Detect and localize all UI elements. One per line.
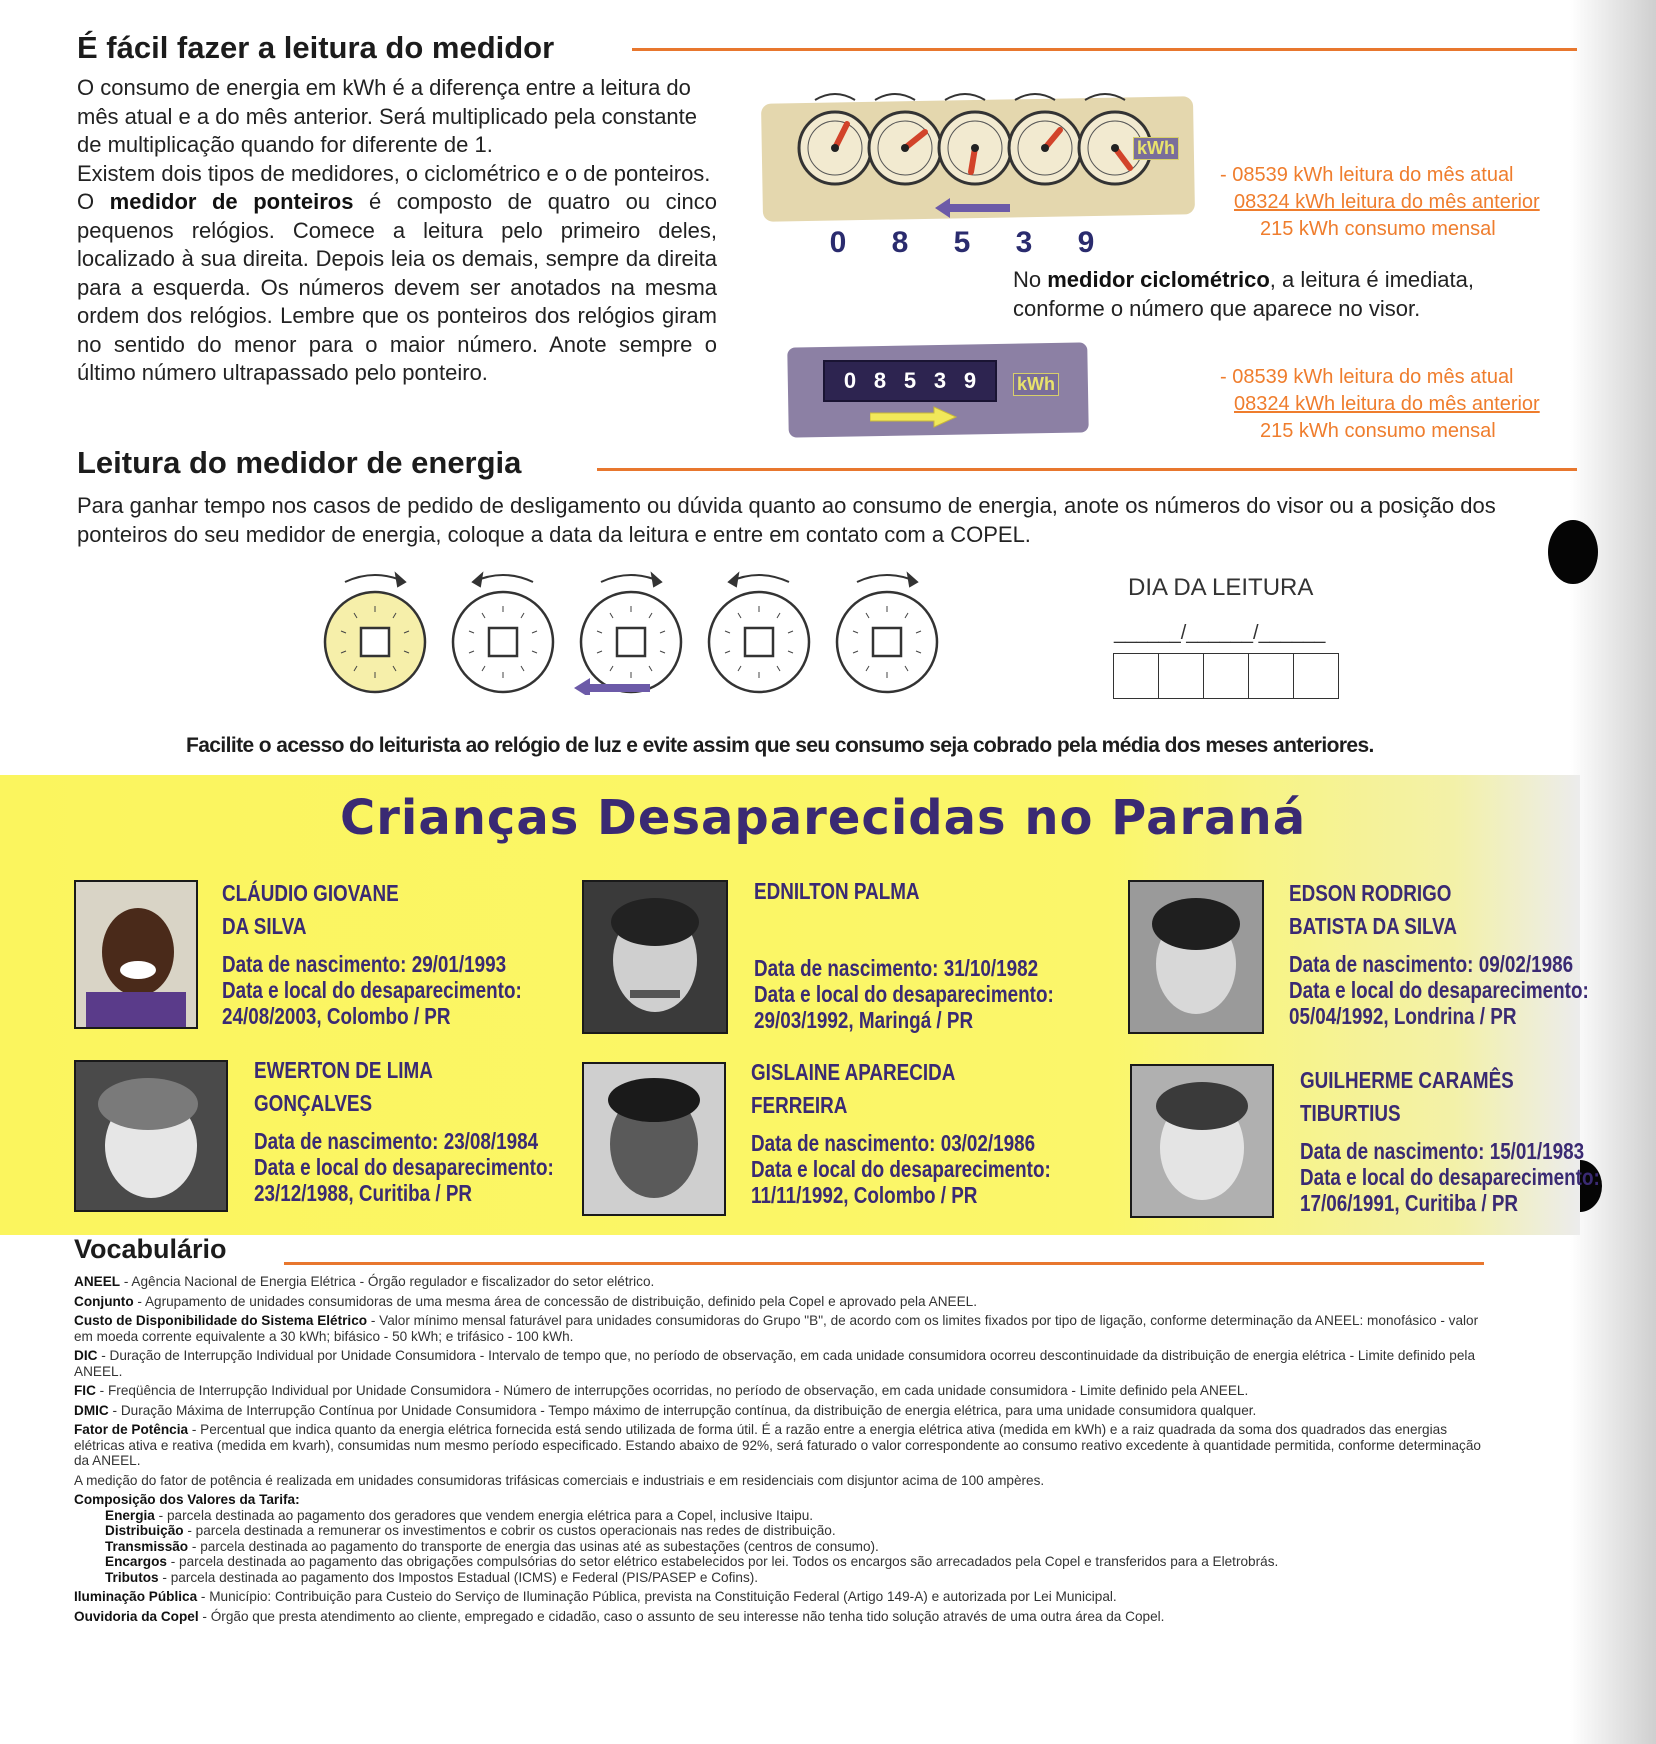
vocab-def: - Duração Máxima de Interrupção Contínua por Unidade Consumidora - Tempo máximo de interrupção contínua, da distribuição de energia elétrica, para uma unidade consumidora qualquer. — [108, 1402, 1257, 1418]
title-rule — [597, 468, 1577, 471]
missing-label: Data e local do desaparecimento: — [222, 977, 522, 1003]
missing-date-place: 23/12/1988, Curitiba / PR — [254, 1180, 473, 1206]
kwh-label: kWh — [1133, 137, 1179, 160]
digit: 0 — [843, 368, 857, 393]
tariff-entry — [74, 1508, 1494, 1524]
vocab-term: Conjunto — [74, 1293, 134, 1309]
reading-date-label: DIA DA LEITURA — [1128, 574, 1314, 601]
cyclo-bold: medidor ciclométrico — [1047, 267, 1270, 292]
punch-hole — [1548, 520, 1598, 584]
child-info-6 — [1300, 1064, 1656, 1216]
child-name: GISLAINE APARECIDA — [751, 1059, 956, 1085]
intro-text: O consumo de energia em kWh é a diferença entre a leitura do mês atual e a do mês anterior. Será multiplicado pela constante de multiplicação quando for diferente de 1. — [77, 75, 698, 157]
digit: 3 — [1015, 226, 1033, 259]
tariff-def: - parcela destinada ao pagamento do transporte de energia das usinas até as subestações (centros de consumo). — [188, 1538, 879, 1554]
blank-dials — [310, 560, 970, 695]
pointer-bold: medidor de ponteiros — [109, 189, 354, 214]
reading-date-line: ______/______/______ — [1114, 622, 1326, 644]
vocab-entry — [74, 1422, 1494, 1469]
vocabulary-list — [74, 1274, 1494, 1624]
digit-box[interactable] — [1204, 654, 1249, 698]
birth-line — [222, 951, 522, 977]
child-info-1 — [222, 877, 588, 1029]
vocab-entry — [74, 1348, 1494, 1379]
vocab-term: Iluminação Pública — [74, 1589, 198, 1604]
child-photo — [1130, 1064, 1274, 1218]
birth-date: 31/10/1982 — [943, 955, 1039, 981]
digit-box[interactable] — [1114, 654, 1159, 698]
pointer-reading-digits — [807, 226, 1117, 260]
calc-previous: 08324 kWh leitura do mês anterior — [1234, 393, 1540, 415]
child-name: CLÁUDIO GIOVANE — [222, 880, 399, 906]
digit: 8 — [891, 226, 909, 259]
child-info-2 — [754, 875, 1120, 1033]
birth-line — [1289, 951, 1589, 977]
birth-label: Data de nascimento: — [1300, 1138, 1485, 1164]
tariff-entry — [74, 1539, 1494, 1555]
calc-current: 08539 kWh leitura do mês atual — [1232, 366, 1514, 388]
tariff-entry — [74, 1523, 1494, 1539]
tariff-title-text: Composição dos Valores da Tarifa: — [74, 1492, 300, 1507]
reading-instructions: Para ganhar tempo nos casos de pedido de desligamento ou dúvida quanto ao consumo de energia, anote os números do visor ou a posição dos ponteiros do seu medidor de energia, coloque a data da leitura e entre em contato com a COPEL. — [77, 493, 1496, 547]
tariff-term: Tributos — [105, 1569, 159, 1585]
vocab-term: Ouvidoria da Copel — [74, 1608, 199, 1624]
child-info-3 — [1289, 877, 1655, 1029]
page-edge — [1570, 0, 1656, 1744]
child-portrait-icon — [1130, 882, 1262, 1032]
tariff-def: - parcela destinada ao pagamento dos geradores que vendem energia elétrica para a Copel, inclusive Itaipu. — [154, 1507, 814, 1523]
vocab-entry — [74, 1403, 1494, 1419]
birth-label: Data de nascimento: — [1289, 951, 1474, 977]
missing-label: Data e local do desaparecimento: — [1300, 1164, 1600, 1190]
title-rule — [632, 48, 1577, 51]
missing-date-place: 05/04/1992, Londrina / PR — [1289, 1003, 1517, 1029]
birth-date: 29/01/1993 — [411, 951, 507, 977]
tariff-term: Transmissão — [105, 1538, 189, 1554]
vocab-term: DMIC — [74, 1402, 109, 1418]
vocab-entry — [74, 1294, 1494, 1310]
child-photo — [582, 1062, 726, 1216]
vocab-def: - Valor mínimo mensal faturável para unidades consumidoras do Grupo "B", de acordo com os limites fixados por tipo de ligação, conforme determinação da ANEEL: monofásico - valor em moeda corrente equivalente a 30 kWh; bifásico - 50 kWh; e trifásico - 100 kWh. — [74, 1313, 1479, 1344]
child-name: GONÇALVES — [254, 1090, 373, 1116]
vocab-def: - Órgão que presta atendimento ao cliente, empregado e cidadão, caso o assunto de seu interesse não tenha tido solução através de uma outra área da Copel. — [198, 1608, 1165, 1624]
tariff-def: - parcela destinada ao pagamento dos Impostos Estadual (ICMS) e Federal (PIS/PASEP e Cofins). — [158, 1569, 759, 1585]
child-photo — [582, 880, 728, 1034]
cyclometric-display — [823, 360, 997, 402]
vocab-def: - Freqüência de Interrupção Individual por Unidade Consumidora - Número de interrupções ocorridas, no período de observação, em cada unidade consumidora - Limite definido pela ANEEL. — [95, 1383, 1249, 1398]
missing-date-place: 11/11/1992, Colombo / PR — [751, 1182, 978, 1208]
vocab-def: - Agência Nacional de Energia Elétrica - Órgão regulador e fiscalizador do setor elétrico. — [120, 1274, 655, 1289]
reading-section-title: Leitura do medidor de energia — [77, 445, 522, 480]
child-name: TIBURTIUS — [1300, 1100, 1401, 1126]
vocab-term: Custo de Disponibilidade do Sistema Elétrico — [74, 1313, 368, 1328]
child-name — [754, 908, 1054, 941]
child-info-5 — [751, 1056, 1117, 1208]
cyclo-body: , a leitura é imediata, conforme o número que aparece no visor. — [1013, 267, 1474, 321]
digit: 5 — [903, 368, 917, 393]
tariff-entry — [74, 1570, 1494, 1586]
child-photo — [1128, 880, 1264, 1034]
child-name: GUILHERME CARAMÊS — [1300, 1067, 1514, 1093]
birth-date: 23/08/1984 — [443, 1128, 539, 1154]
access-notice: Facilite o acesso do leiturista ao relógio de luz e evite assim que seu consumo seja cobrado pela média dos meses anteriores. — [186, 734, 1374, 757]
pointer-body: é composto de quatro ou cinco pequenos relógios. Comece a leitura pelo primeiro deles, localizado à sua direita. Depois leia os demais, sempre da direita para a esquerda. Os números devem ser anotados na mesma ordem dos relógios. Lembre que os ponteiros dos relógios giram no sentido do menor para o maior número. Anote sempre o último número ultrapassado pelo ponteiro. — [77, 189, 717, 385]
child-info-4 — [254, 1054, 620, 1206]
child-portrait-icon — [76, 882, 196, 1027]
child-name: BATISTA DA SILVA — [1289, 913, 1457, 939]
tariff-term: Distribuição — [105, 1523, 184, 1538]
vocab-entry — [74, 1313, 1494, 1344]
digit: 5 — [953, 226, 971, 259]
missing-date-place: 17/06/1991, Curitiba / PR — [1300, 1190, 1519, 1216]
calc-previous: 08324 kWh leitura do mês anterior — [1234, 191, 1540, 213]
vocab-entry — [74, 1589, 1494, 1605]
missing-label: Data e local do desaparecimento: — [1289, 977, 1589, 1003]
child-portrait-icon — [76, 1062, 226, 1210]
minus-sign: - — [1220, 366, 1227, 388]
calc-current: 08539 kWh leitura do mês atual — [1232, 164, 1514, 186]
title-rule — [284, 1262, 1484, 1265]
tariff-title — [74, 1492, 1494, 1508]
calc-block-pointer — [1220, 162, 1540, 243]
vocab-def: - Município: Contribuição para Custeio do Serviço de Iluminação Pública, prevista na Constituição Federal (Artigo 149-A) e autorizada por Lei Municipal. — [197, 1589, 1117, 1604]
minus-sign: - — [1220, 164, 1227, 186]
reading-digit-boxes[interactable] — [1113, 653, 1339, 699]
digit: 0 — [829, 226, 847, 259]
digit-box[interactable] — [1159, 654, 1204, 698]
vocab-term: ANEEL — [74, 1274, 121, 1289]
birth-label: Data de nascimento: — [254, 1128, 439, 1154]
vocabulary-title: Vocabulário — [74, 1234, 227, 1264]
vocab-entry — [74, 1274, 1494, 1290]
digit: 9 — [963, 368, 977, 393]
birth-line — [754, 955, 1054, 981]
birth-date: 09/02/1986 — [1478, 951, 1574, 977]
vocab-term: DIC — [74, 1348, 98, 1363]
birth-label: Data de nascimento: — [754, 955, 939, 981]
arrow-right-icon — [870, 405, 960, 429]
missing-label: Data e local do desaparecimento: — [254, 1154, 554, 1180]
child-name: FERREIRA — [751, 1092, 848, 1118]
vocab-entry — [74, 1383, 1494, 1399]
digit: 8 — [873, 368, 887, 393]
tariff-term: Encargos — [105, 1554, 167, 1569]
child-photo — [74, 1060, 228, 1212]
missing-date-place: 24/08/2003, Colombo / PR — [222, 1003, 451, 1029]
missing-label: Data e local do desaparecimento: — [754, 981, 1054, 1007]
tariff-def: - parcela destinada ao pagamento das obrigações compulsórias do setor elétrico estabelecidos por lei. Todos os encargos são arrecadados pela Copel e transferidos para a Eletrobrás. — [166, 1554, 1279, 1569]
digit-box[interactable] — [1294, 654, 1338, 698]
digit: 9 — [1077, 226, 1095, 259]
child-name: DA SILVA — [222, 913, 307, 939]
meter-explanation — [77, 74, 717, 388]
birth-date: 03/02/1986 — [940, 1130, 1036, 1156]
kwh-label: kWh — [1013, 373, 1059, 396]
cyclo-prefix: No — [1013, 267, 1042, 292]
pointer-prefix: O — [77, 189, 95, 214]
vocab-term: Fator de Potência — [74, 1422, 189, 1437]
missing-label: Data e local do desaparecimento: — [751, 1156, 1051, 1182]
birth-date: 15/01/1983 — [1489, 1138, 1585, 1164]
digit-box[interactable] — [1249, 654, 1294, 698]
digit: 3 — [933, 368, 947, 393]
tariff-entry — [74, 1554, 1494, 1570]
birth-line — [751, 1130, 1051, 1156]
calc-result: 215 kWh consumo mensal — [1260, 218, 1496, 240]
child-name: EWERTON DE LIMA — [254, 1057, 433, 1083]
meter-section-title: É fácil fazer a leitura do medidor — [77, 30, 555, 65]
birth-line — [1300, 1138, 1600, 1164]
birth-label: Data de nascimento: — [751, 1130, 936, 1156]
vocab-def: - Agrupamento de unidades consumidoras de uma mesma área de concessão de distribuição, definido pela Copel e aprovado pela ANEEL. — [133, 1293, 977, 1309]
types-text: Existem dois tipos de medidores, o ciclométrico e o de ponteiros. — [77, 160, 711, 186]
missing-date-place: 29/03/1992, Maringá / PR — [754, 1007, 974, 1033]
tariff-def: - parcela destinada a remunerar os investimentos e cobrir os custos operacionais nas redes de distribuição. — [183, 1523, 836, 1538]
child-portrait-icon — [584, 882, 726, 1032]
missing-children-title: Crianças Desaparecidas no Paraná — [340, 790, 1307, 846]
birth-line — [254, 1128, 554, 1154]
vocab-def: - Duração de Interrupção Individual por Unidade Consumidora - Intervalo de tempo que, no período de observação, em cada unidade consumidora ocorreu descontinuidade da distribuição de energia elétrica - Limite definido pela ANEEL. — [74, 1348, 1476, 1379]
calc-block-cyclometric — [1220, 364, 1540, 445]
vocab-def: - Percentual que indica quanto da energia elétrica fornecida está sendo utilizada de forma útil. É a razão entre a energia elétrica ativa (medida em kWh) e a raiz quadrada da soma dos quadrados das energias elétricas ativa e reativa (medida em kvarh), consumidas num mesmo período especificado. Estando abaixo de 92%, será faturado o valor correspondente ao consumo reativo excedente à quantidade permitida, conforme determinação da ANEEL. — [74, 1422, 1481, 1468]
vocab-entry — [74, 1609, 1494, 1625]
pointer-meter-text — [77, 188, 717, 388]
child-portrait-icon — [1132, 1066, 1272, 1216]
cyclometric-text — [1013, 266, 1533, 323]
child-photo — [74, 880, 198, 1029]
child-name: EDSON RODRIGO — [1289, 880, 1452, 906]
tariff-term: Energia — [105, 1507, 155, 1523]
child-portrait-icon — [584, 1064, 724, 1214]
child-name: EDNILTON PALMA — [754, 878, 920, 904]
power-factor-note: A medição do fator de potência é realizada em unidades consumidoras trifásicas comerciais e industriais e em residenciais com disjuntor acima de 100 ampères. — [74, 1472, 1045, 1488]
birth-label: Data de nascimento: — [222, 951, 407, 977]
vocab-term: FIC — [74, 1383, 96, 1398]
calc-result: 215 kWh consumo mensal — [1260, 420, 1496, 442]
